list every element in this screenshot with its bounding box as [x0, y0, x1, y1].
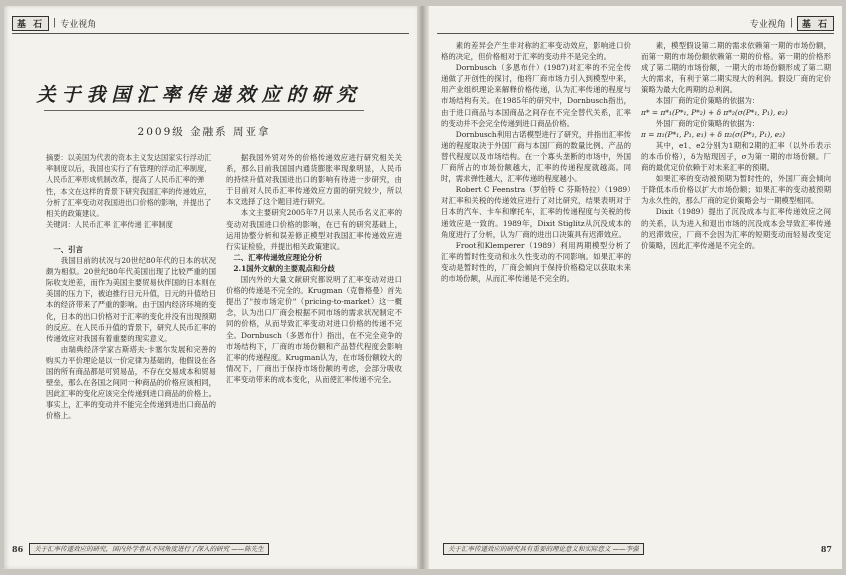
abstract-text: 摘要：以美国为代表的资本主义发达国家实行浮动汇率制度以后，我国也实行了有管理的浮动汇率制度，人民币汇率形成机制改革，提高了人民币汇率的弹性，本文在这样的背景下研究我国汇率的传递效应，分析了汇率变动对我国进出口价格的影响，并提出了相关的政策建议。 — [46, 153, 212, 219]
right-header-tag: 基 石 — [797, 16, 834, 31]
body-paragraph: 本国厂商的定价策略的依据为： — [655, 96, 760, 106]
body-paragraph: 由瑞典经济学家古斯塔夫·卡塞尔发展和完善的购买力平价理论是以一价定律为基础的，他假设在各国的所有商品都是可贸易品，不存在交易成本和贸易壁垒，那么在各国之间同一种商品的价格应该相同，因此汇率的变化应该完全传递到进口商品的价格上。事实上，汇率的变动并不能完全传递到进出口商品的价格上。 — [46, 344, 216, 421]
body-paragraph: 国内外的大量文献研究都说明了汇率变动对进口价格的传递是不完全的。Krugman（克鲁格曼）首先提出了"按市场定价"（pricing-to-market）这一概念，认为出口厂商会根据不同市场的需求状况制定不同的价格，从而导致汇率变动对进口价格的传递不完全。Dornbusch（多恩布什）指出，在不完全竞争的市场结构下，厂商的市场份额和产品替代程度会影响汇率的传递程度。Krugman认为，在市场份额较大的情况下，厂商出于保持市场份额的考虑，会部分吸收汇率变动带来的成本变化，从而使汇率传递不完全。 — [226, 275, 402, 384]
body-paragraph: 我国目前的状况与20世纪80年代的日本的状况颇为相似。20世纪80年代美国出现了比较严重的国际收支逆差，而作为美国主要贸易伙伴国的日本则在美国的压力下，被迫推行日元升值，日元的升值给日本的经济带来了严重的影响。由于国内经济环境的变化，日本的出口价格对于汇率的变化并没有出现预期的反应。在人民币升值的背景下，研究人民币汇率的传递效应对我国有着重要的现实意义。 — [46, 256, 216, 343]
right-page — [429, 6, 842, 569]
formula-line: π* = π*₁(P*₁, P*₂) + δ π*₂(σ(P*₁, P₁), e₂) — [641, 107, 788, 117]
body-paragraph: Dixit（1989）提出了沉没成本与汇率传递效应之间的关系，认为进入和退出市场的沉没成本会导致汇率传递的迟滞效应，厂商不会因为汇率的短期变动而轻易改变定价策略，因此汇率传递是不完全的。 — [641, 207, 831, 250]
section-heading: 2.1国外文献的主要观点和分歧 — [233, 263, 335, 273]
formula-line: π = π₁(P*₁, P₁, e₁) + δ π₂(σ(P*₁, P₁), e₂) — [641, 129, 786, 139]
body-paragraph: 素，模型假设第二期的需求依赖第一期的市场份额，而第一期的市场份额依赖第一期的价格。第一期的价格形成了第二期的市场份额，一期大的市场份额形成了第二期大的需求，有利于第二期实现大的利润。假设厂商的定价策略为最大化两期的总利润。 — [641, 41, 831, 95]
body-paragraph: Robert C Feenstra（罗伯特 C 芬斯特拉）（1989）对汇率和关税的传递效应进行了对比研究，结果表明对于日本的汽车、卡车和摩托车，汇率的传递程度与关税的传递效应是一致的。1989年，Dixit Stiglitz从沉没成本的角度进行了分析，认为厂商的进出口决策具有迟滞效应。 — [441, 185, 631, 239]
left-column-2 — [226, 152, 402, 526]
right-column-1 — [441, 40, 631, 536]
body-paragraph: 素的差异会产生非对称的汇率变动效应，影响进口价格的决定，但价格相对于汇率的变动并不是完全的。 — [441, 41, 631, 62]
left-page — [4, 6, 417, 569]
left-header-separator: | — [53, 18, 57, 28]
body-paragraph: Froot和Klemperer（1989）利用两期模型分析了汇率的暂时性变动和永久性变动的不同影响。如果汇率的变动是暂时性的，厂商会倾向于保持价格稳定以获取未来的市场份额，从而汇率传递是不完全的。 — [441, 240, 631, 283]
body-paragraph: 如果汇率的变动被预期为暂时性的，外国厂商会倾向于降低本币价格以扩大市场份额；如果汇率的变动被预期为永久性的，那么厂商的定价策略会与一期模型相同。 — [641, 174, 831, 206]
left-header-section: 专业视角 — [60, 19, 97, 30]
body-paragraph: 据我国外贸对外的价格传递效应进行研究相关关系，那么目前我国国内通货膨胀率现象明显，人民币的持续升值对我国进出口的影响有待进一步研究，由于目前对人民币汇率传递效应方面的研究较少，所以本文选择了这个题目进行研究。 — [226, 153, 402, 207]
left-page-number: 86 — [12, 544, 24, 554]
body-paragraph: 外国厂商的定价策略的依据为： — [655, 118, 760, 128]
right-page-number: 87 — [820, 544, 832, 554]
left-footer — [12, 543, 407, 555]
body-paragraph: 本文主要研究2005年7月以来人民币名义汇率的变动对我国进口价格的影响，在已有的研究基础上，运用协整分析和误差修正模型对我国汇率传递效应进行实证检验，并提出相关政策建议。 — [226, 208, 402, 251]
body-paragraph: Dornbusch利用古诺模型进行了研究，并指出汇率传递的程度取决于外国厂商与本国厂商的数量比例、产品的替代程度以及市场结构。在一个寡头垄断的市场中，外国厂商所占的市场份额越大，汇率的传递程度就越高。同时，需求弹性越大，汇率传递的程度越小。 — [441, 129, 631, 184]
left-header — [12, 16, 96, 30]
right-column-2 — [641, 40, 831, 536]
section-heading: 二、汇率传递效应理论分析 — [233, 252, 323, 262]
right-footnote: 关于汇率传递效应的研究具有重要的理论意义和实际意义 ——李强 — [443, 543, 644, 555]
title-underline — [44, 110, 364, 111]
abstract-block — [46, 152, 216, 230]
section-heading: 一、引言 — [53, 245, 83, 254]
keywords-text: 关键词：人民币汇率 汇率传递 汇率制度 — [46, 220, 173, 230]
right-header-section: 专业视角 — [749, 19, 786, 30]
right-top-rule — [437, 33, 834, 34]
right-header — [750, 16, 834, 30]
book-gutter — [417, 6, 429, 569]
article-title: 关于我国汇率传递效应的研究 — [36, 84, 362, 106]
left-footnote: 关于汇率传递效应的研究，国内外学者从不同角度进行了深入的研究 ——陈先生 — [29, 543, 269, 555]
right-header-separator: | — [789, 18, 793, 28]
article-authors: 2009级 金融系 周亚拿 — [137, 126, 271, 138]
left-column-1 — [46, 244, 216, 526]
body-paragraph: 其中，e1、e2分别为1期和2期的汇率（以外币表示的本币价格），δ为贴现因子，σ为第一期的市场份额。厂商的最优定价依赖于对未来汇率的预期。 — [641, 140, 831, 173]
left-header-tag: 基 石 — [12, 16, 49, 31]
right-footer — [437, 543, 832, 555]
left-top-rule — [12, 33, 409, 34]
body-paragraph: Dornbusch（多恩布什）(1987)对汇率的不完全传递做了开创性的探讨，他将厂商市场力引入到模型中来，用产业组织理论来解释价格传递，认为汇率传递的程度与市场结构有关。在1985年的研究中，Dornbusch指出，由于进口商品与本国商品之间存在不完全替代关系，汇率的变动并不会完全传递到进口商品价格。 — [441, 63, 631, 128]
